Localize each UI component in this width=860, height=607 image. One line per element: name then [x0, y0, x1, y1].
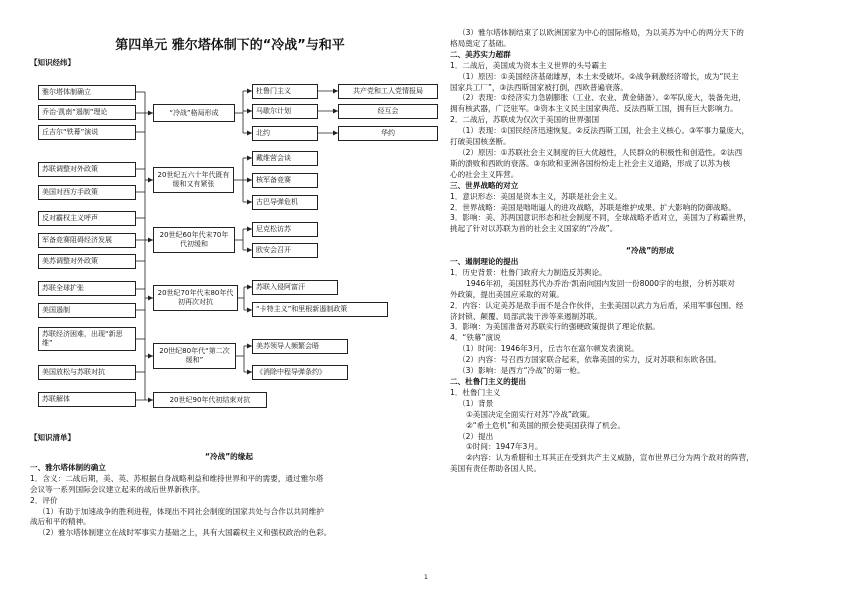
box-1990s-end: 20世纪90年代初结束对抗 [153, 392, 267, 408]
paragraph-line: 1．杜鲁门主义 [450, 387, 501, 397]
section-tag-outline: 【知识经纬】 [30, 58, 75, 67]
paragraph-line: 会议等一系列国际会议建立起来的战后世界新秩序。 [30, 484, 205, 494]
paragraph-line: 4．“铁幕”演说 [450, 333, 501, 343]
paragraph-line: 1．历史背景：杜鲁门政府大力制造反苏舆论。 [450, 267, 607, 277]
paragraph-line: 外政策，提出美国应采取的对策。 [450, 289, 564, 299]
right-text-column [450, 28, 850, 475]
unit-title: 第四单元 雅尔塔体制下的“冷战”与和平 [115, 38, 345, 53]
box-comecon: 经互会 [338, 104, 438, 119]
box-warsaw-pact: 华约 [338, 126, 438, 141]
paragraph-line: （3）雅尔塔体制结束了以欧洲国家为中心的国际格局，为以美苏为中心的两分天下的 [458, 28, 744, 37]
box-nuclear-race: 核军备竞赛 [252, 173, 318, 188]
paragraph-line: 国家兵工厂”，③法西斯国家被打倒，西欧普遍衰落。 [450, 82, 628, 92]
box-summits: 美苏领导人频繁会晤 [252, 339, 348, 354]
paragraph-line: （1）表现：①国民经济迅速恢复。②反法西斯工国，社会主义核心。③军事力量庞大， [458, 126, 750, 136]
paragraph-line: （2）原因：①苏联社会主义制度的巨大优越性，人民群众的积极性和创造性。②法西 [458, 147, 743, 157]
box-truman-doctrine: 杜鲁门主义 [252, 84, 318, 99]
section-heading: “冷战”的缘起 [205, 452, 253, 461]
box-us-containment: 美国遏制 [38, 303, 136, 318]
box-carter-reagan: “卡特主义”和里根新遏制政策 [252, 302, 388, 317]
paragraph-line: （2）表现：①经济实力急剧膨胀（工业、农业、黄金储备）。②军队庞大，装备先进， [458, 93, 747, 103]
paragraph-line: （2）提出 [458, 431, 494, 441]
paragraph-line: ②内容：认为希腊和土耳其正在受到共产主义威胁，宣布世界已分为两个敌对的阵营， [466, 453, 754, 463]
box-camp-david: 戴维营会谈 [252, 151, 318, 166]
box-soviet-collapse: 苏联解体 [38, 392, 136, 407]
box-inf-treaty: 《消除中程导弹条约》 [252, 365, 348, 380]
heading: 一、遏制理论的提出 [450, 257, 519, 267]
box-yalta-system: 雅尔塔体制确立 [38, 85, 136, 100]
box-cold-war-formed: “冷战”格局形成 [153, 104, 235, 122]
box-cuban-crisis: 古巴导弹危机 [252, 195, 318, 210]
left-text-column [30, 452, 428, 539]
box-cominform: 共产党和工人党情报局 [338, 84, 438, 99]
heading: 三、世界战略的对立 [450, 180, 519, 190]
paragraph-line: 2．世界战略：美国是咄咄逼人的进攻战略，苏联是维护成果、扩大影响的防御战略。 [450, 202, 736, 212]
box-late-60s-70s: 20世纪60年代末70年代初缓和 [153, 227, 235, 253]
box-1980s-detente: 20世纪80年代“第二次缓和” [153, 343, 236, 369]
box-1950s-60s: 20世纪五六十年代既有缓和又有紧张 [153, 167, 234, 193]
page-number: 1 [424, 574, 428, 581]
paragraph-line: 2．二战后，苏联成为仅次于美国的世界强国 [450, 115, 600, 125]
box-new-thinking: 苏联经济困难，出现“新思维” [38, 327, 136, 351]
box-late-70s-80s: 20世纪70年代末80年代初再次对抗 [153, 285, 238, 311]
paragraph-line: 拥有核武器，广泛驻军。③资本主义民主国家典范、反法西斯工国，拥有巨大影响力。 [450, 104, 738, 114]
heading: 一、雅尔塔体制的确立 [30, 462, 106, 472]
paragraph-line: 1．含义：二战后期，美、英、苏根据自身战略利益和维持世界和平的需要，通过雅尔塔 [30, 473, 324, 483]
paragraph-line: 格局奠定了基础。 [450, 38, 511, 48]
paragraph-line: 3．影响：美、苏两国意识形态和社会制度不同，全球战略矛盾对立，美国为了称霸世界， [450, 213, 751, 223]
paragraph-line: 战后和平的精神。 [30, 517, 91, 527]
box-us-soviet-adjust: 美苏调整对外政策 [38, 254, 136, 269]
paragraph-line: （1）原因：①美国经济基础雄厚，本土未受破坏。②战争刺激经济增长，成为“民主 [458, 71, 739, 81]
box-arms-race: 军备竞赛阻碍经济发展 [38, 233, 136, 248]
paragraph-line: 3．影响：为美国准备对苏联实行的强硬政策提供了理论依据。 [450, 322, 660, 332]
heading: 二、杜鲁门主义的提出 [450, 376, 526, 386]
box-nixon-visit: 尼克松访苏 [252, 222, 318, 237]
paragraph-line: 1946年初，美国驻苏代办乔治·凯南向国内发回一份8000字的电报，分析苏联对 [466, 278, 735, 288]
box-kennan-theory: 乔治·凯南“遏制”理论 [38, 105, 136, 120]
paragraph-line: 1．意识形态：美国是资本主义，苏联是社会主义。 [450, 191, 622, 201]
section-heading: “冷战”的形成 [626, 246, 674, 256]
paragraph-line: （2）雅尔塔体制建立在战时军事实力基础之上，具有大国霸权主义和强权政治的色彩。 [38, 528, 332, 538]
box-us-policy: 美国对西方手政策 [38, 185, 136, 200]
spacer [450, 235, 850, 246]
box-anti-hegemony: 反对霸权主义呼声 [38, 211, 136, 226]
box-us-relax: 美国放松与苏联对抗 [38, 365, 136, 380]
box-soviet-expansion: 苏联全球扩张 [38, 281, 136, 296]
paragraph-line: （2）内容：号召西方国家联合起来，依靠美国的实力，反对苏联和东欧各国。 [458, 355, 722, 365]
box-iron-curtain: 丘吉尔“铁幕”演说 [38, 125, 136, 140]
paragraph-line: ①时间：1947年3月。 [466, 442, 543, 452]
paragraph-line: （3）影响：是西方“冷战”的第一枪。 [458, 366, 585, 376]
paragraph-line: 济封锁、颠覆、局部武装干涉等来遏制苏联。 [450, 311, 602, 321]
heading: 二、美苏实力超群 [450, 49, 511, 59]
paragraph-line: 打破美国核垄断。 [450, 137, 511, 147]
paragraph-line: （1）背景 [458, 398, 494, 408]
box-soviet-adjust: 苏联调整对外政策 [38, 162, 136, 177]
box-nato: 北约 [252, 126, 318, 141]
paragraph-line: 美国有责任帮助各国人民。 [450, 464, 542, 474]
paragraph-line: 斯的溃败和西欧的衰落。③东欧和亚洲各国纷纷走上社会主义道路，形成了以苏为核 [450, 158, 731, 168]
box-marshall-plan: 马歇尔计划 [252, 104, 318, 119]
section-tag-list: 【知识清单】 [30, 433, 75, 442]
paragraph-line: 心的社会主义阵营。 [450, 169, 519, 179]
paragraph-line: （1）有助于加速战争的胜利进程，体现出不同社会制度的国家共处与合作以共同维护 [38, 506, 324, 516]
paragraph-line: 2．评价 [30, 495, 58, 505]
box-csce: 欧安会召开 [252, 243, 318, 258]
paragraph-line: 2．内容：认定美苏是敌手而不是合作伙伴，主张美国以武力为后盾，采用军事包围、经 [450, 300, 744, 310]
paragraph-line: ①美国决定全面实行对苏“冷战”政策。 [466, 409, 595, 419]
paragraph-line: （1）时间：1946年3月，丘吉尔在富尔顿发表演说。 [458, 344, 639, 354]
paragraph-line: ②“希土危机”和英国的照会使美国获得了机会。 [466, 420, 625, 430]
paragraph-line: 挑起了针对以苏联为首的社会主义国家的“冷战”。 [450, 224, 618, 234]
box-afghan-invasion: 苏联入侵阿富汗 [252, 280, 338, 295]
paragraph-line: 1．二战后，美国成为资本主义世界的头号霸主 [450, 60, 607, 70]
